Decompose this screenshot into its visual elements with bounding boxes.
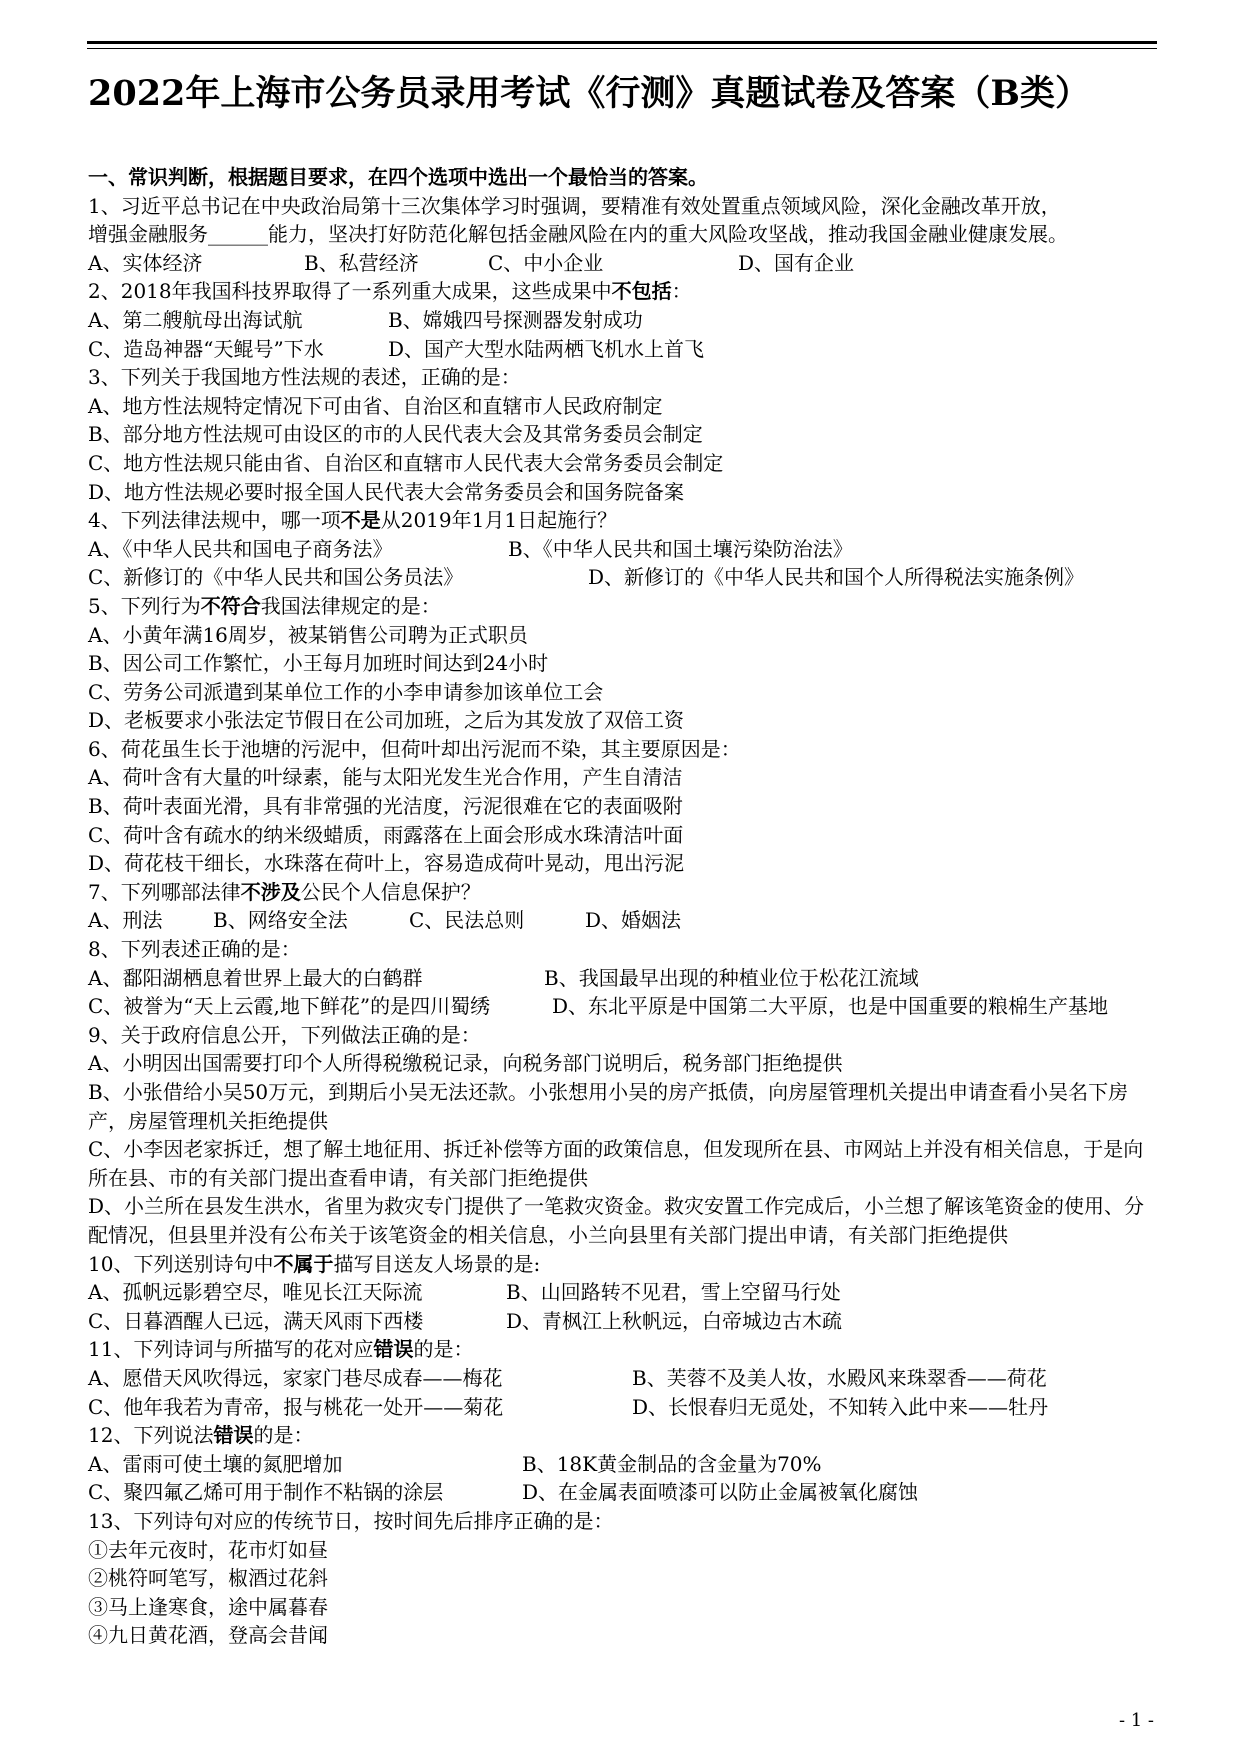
- q2-options-row1: [88, 306, 1163, 335]
- q6-option-a: A、荷叶含有大量的叶绿素，能与太阳光发生光合作用，产生自清洁: [88, 765, 683, 790]
- q13-item-1: ①去年元夜时，花市灯如昼: [88, 1537, 328, 1562]
- q3-option-d: D、地方性法规必要时报全国人民代表大会常务委员会和国务院备案: [88, 479, 685, 504]
- q4-stem: [88, 506, 1163, 535]
- q12-option-c: C、聚四氟乙烯可用于制作不粘锅的涂层: [88, 1480, 444, 1505]
- q4-option-d: D、新修订的《中华人民共和国个人所得税法实施条例》: [588, 565, 1085, 590]
- q8-option-b: B、我国最早出现的种植业位于松花江流域: [544, 965, 919, 990]
- q6-option-b: B、荷叶表面光滑，具有非常强的光洁度，污泥很难在它的表面吸附: [88, 794, 683, 819]
- q4-stem-emphasis: 不是: [340, 508, 381, 533]
- q13-item-2: ②桃符呵笔写，椒酒过花斜: [88, 1566, 328, 1591]
- q10-options-row2: [88, 1307, 1163, 1336]
- q13-item-3: ③马上逢寒食，途中属暮春: [88, 1594, 328, 1619]
- q11-option-c: C、他年我若为青帝，报与桃花一处开——菊花: [88, 1394, 504, 1419]
- q4-options-row1: [88, 535, 1163, 564]
- q7-stem-emphasis: 不涉及: [240, 879, 301, 904]
- q12-stem-text: 12、下列说法: [88, 1423, 214, 1448]
- q8-option-d: D、东北平原是中国第二大平原，也是中国重要的粮棉生产基地: [552, 994, 1109, 1019]
- q12-stem-end: 的是：: [253, 1423, 314, 1448]
- q13-stem: 13、下列诗句对应的传统节日，按时间先后排序正确的是：: [88, 1508, 614, 1533]
- q1-stem-line1: 1、习近平总书记在中央政治局第十三次集体学习时强调，要精准有效处置重点领域风险，深化金融改革开放，: [88, 193, 1061, 218]
- q1-option-b: B、私营经济: [304, 250, 419, 275]
- q6-stem: 6、荷花虽生长于池塘的污泥中，但荷叶却出污泥而不染，其主要原因是：: [88, 736, 741, 761]
- q12-stem: [88, 1421, 1163, 1450]
- q4-option-b: B、《中华人民共和国土壤污染防治法》: [508, 536, 853, 561]
- q2-stem-emphasis: 不包括: [611, 279, 672, 304]
- q9-stem: 9、关于政府信息公开，下列做法正确的是：: [88, 1022, 481, 1047]
- q7-options: [88, 906, 1163, 935]
- q4-stem-text: 4、下列法律法规中，哪一项: [88, 508, 341, 533]
- q4-option-c: C、新修订的《中华人民共和国公务员法》: [88, 565, 464, 590]
- q9-option-b: B、小张借给小吴50万元，到期后小吴无法还款。小张想用小吴的房产抵债，向房屋管理机关提出申请查看小吴名下房产，房屋管理机关拒绝提供: [88, 1080, 1129, 1133]
- q11-options-row2: [88, 1393, 1163, 1422]
- q13-item-4: ④九日黄花酒，登高会昔闻: [88, 1623, 328, 1648]
- q11-stem-emphasis: 错误: [373, 1337, 414, 1362]
- page-title: 2022年上海市公务员录用考试《行测》真题试卷及答案（B类）: [88, 73, 1090, 114]
- top-rule-thin: [87, 48, 1157, 49]
- q10-stem-end: 描写目送友人场景的是:: [333, 1251, 541, 1276]
- q9-option-d: D、小兰所在县发生洪水，省里为救灾专门提供了一笔救灾资金。救灾安置工作完成后，小兰想了解该笔资金的使用、分配情况，但县里并没有公布关于该笔资金的相关信息，小兰向县里有关部门提出申请，有关部门拒绝提供: [88, 1194, 1145, 1247]
- q9-option-a: A、小明因出国需要打印个人所得税缴税记录，向税务部门说明后，税务部门拒绝提供: [88, 1051, 843, 1076]
- q1-option-c: C、中小企业: [488, 250, 604, 275]
- q11-option-b: B、芙蓉不及美人妆，水殿风来珠翠香——荷花: [632, 1365, 1047, 1390]
- q1-option-d: D、国有企业: [738, 250, 855, 275]
- q2-option-d: D、国产大型水陆两栖飞机水上首飞: [388, 336, 705, 361]
- q2-options-row2: [88, 335, 1163, 364]
- q3-option-a: A、地方性法规特定情况下可由省、自治区和直辖市人民政府制定: [88, 393, 663, 418]
- q10-stem: [88, 1250, 1163, 1279]
- q12-option-a: A、雷雨可使土壤的氮肥增加: [88, 1451, 343, 1476]
- q12-stem-emphasis: 错误: [213, 1423, 254, 1448]
- q4-options-row2: [88, 563, 1163, 592]
- q10-options-row1: [88, 1278, 1163, 1307]
- q10-option-a: A、孤帆远影碧空尽，唯见长江天际流: [88, 1280, 423, 1305]
- q7-stem-end: 公民个人信息保护？: [300, 879, 481, 904]
- q5-stem: [88, 592, 1163, 621]
- q3-option-b: B、部分地方性法规可由设区的市的人民代表大会及其常务委员会制定: [88, 422, 703, 447]
- q7-stem: [88, 878, 1163, 907]
- q7-option-d: D、婚姻法: [585, 908, 682, 933]
- q2-stem: [88, 277, 1163, 306]
- q6-option-c: C、荷叶含有疏水的纳米级蜡质，雨露落在上面会形成水珠清洁叶面: [88, 822, 684, 847]
- q7-option-c: C、民法总则: [409, 908, 525, 933]
- q12-option-b: B、18K黄金制品的含金量为70%: [522, 1451, 822, 1476]
- q7-option-a: A、刑法: [88, 908, 163, 933]
- q3-option-c: C、地方性法规只能由省、自治区和直辖市人民代表大会常务委员会制定: [88, 450, 724, 475]
- q3-stem: 3、下列关于我国地方性法规的表述，正确的是：: [88, 365, 521, 390]
- q11-option-a: A、愿借天风吹得远，家家门巷尽成春——梅花: [88, 1365, 503, 1390]
- q2-stem-text: 2、2018年我国科技界取得了一系列重大成果，这些成果中: [88, 279, 612, 304]
- q12-option-d: D、在金属表面喷漆可以防止金属被氧化腐蚀: [522, 1480, 919, 1505]
- q11-options-row1: [88, 1364, 1163, 1393]
- q5-option-d: D、老板要求小张法定节假日在公司加班，之后为其发放了双倍工资: [88, 708, 685, 733]
- q5-stem-text: 5、下列行为: [88, 593, 201, 618]
- q2-stem-end: ：: [671, 279, 692, 304]
- q7-stem-text: 7、下列哪部法律: [88, 879, 241, 904]
- q8-options-row2: [88, 992, 1163, 1021]
- q1-options: [88, 249, 1163, 278]
- section-heading: 一、常识判断，根据题目要求，在四个选项中选出一个最恰当的答案。: [88, 165, 708, 189]
- q5-option-b: B、因公司工作繁忙，小王每月加班时间达到24小时: [88, 651, 549, 676]
- q7-option-b: B、网络安全法: [213, 908, 348, 933]
- q9-option-c: C、小李因老家拆迁，想了解土地征用、拆迁补偿等方面的政策信息，但发现所在县、市网站上并没有相关信息，于是向所在县、市的有关部门提出查看申请，有关部门拒绝提供: [88, 1137, 1144, 1190]
- q10-option-b: B、山回路转不见君，雪上空留马行处: [506, 1280, 841, 1305]
- q8-option-a: A、鄱阳湖栖息着世界上最大的白鹤群: [88, 965, 423, 990]
- q10-stem-text: 10、下列送别诗句中: [88, 1251, 274, 1276]
- top-rule-thick: [87, 41, 1157, 44]
- q5-option-c: C、劳务公司派遣到某单位工作的小李申请参加该单位工会: [88, 679, 604, 704]
- q5-option-a: A、小黄年满16周岁，被某销售公司聘为正式职员: [88, 622, 528, 647]
- q1-option-a: A、实体经济: [88, 250, 203, 275]
- q8-stem: 8、下列表述正确的是：: [88, 937, 301, 962]
- q12-options-row2: [88, 1478, 1163, 1507]
- q10-option-d: D、青枫江上秋帆远，白帝城边古木疏: [506, 1308, 843, 1333]
- exam-content: [88, 163, 1163, 1650]
- q11-stem-text: 11、下列诗词与所描写的花对应: [88, 1337, 374, 1362]
- q10-stem-emphasis: 不属于: [273, 1251, 334, 1276]
- q8-option-c: C、被誉为“天上云霞,地下鲜花”的是四川蜀绣: [88, 994, 491, 1019]
- q6-option-d: D、荷花枝干细长，水珠落在荷叶上，容易造成荷叶晃动，甩出污泥: [88, 851, 685, 876]
- q2-option-a: A、第二艘航母出海试航: [88, 307, 303, 332]
- q11-option-d: D、长恨春归无觅处，不知转入此中来——牡丹: [632, 1394, 1049, 1419]
- q8-options-row1: [88, 964, 1163, 993]
- q5-stem-end: 我国法律规定的是：: [260, 593, 441, 618]
- q10-option-c: C、日暮酒醒人已远，满天风雨下西楼: [88, 1308, 424, 1333]
- q5-stem-emphasis: 不符合: [200, 593, 261, 618]
- q2-option-b: B、嫦娥四号探测器发射成功: [388, 307, 643, 332]
- q11-stem-end: 的是：: [413, 1337, 474, 1362]
- q2-option-c: C、造岛神器“天鲲号”下水: [88, 336, 324, 361]
- q1-stem-line2: 增强金融服务______能力，坚决打好防范化解包括金融风险在内的重大风险攻坚战，推动我国金融业健康发展。: [88, 222, 1068, 247]
- q4-option-a: A、《中华人民共和国电子商务法》: [88, 536, 393, 561]
- q4-stem-end: 从2019年1月1日起施行？: [380, 508, 618, 533]
- q12-options-row1: [88, 1450, 1163, 1479]
- page-number: - 1 -: [1118, 1710, 1154, 1731]
- q11-stem: [88, 1335, 1163, 1364]
